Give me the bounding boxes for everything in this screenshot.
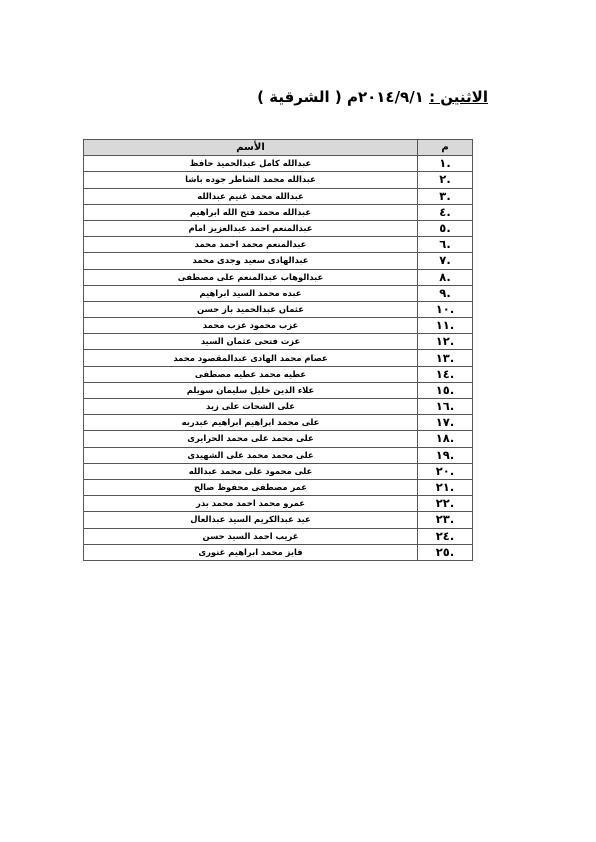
column-header-name: الأسم	[84, 140, 418, 156]
row-number: .٢٥	[418, 544, 473, 560]
table-row	[84, 237, 473, 253]
row-name: عبدالمنعم محمد احمد محمد	[84, 237, 418, 253]
table-row	[84, 220, 473, 236]
row-number: .٢٤	[418, 528, 473, 544]
row-number: .٢٢	[418, 496, 473, 512]
table-row	[84, 382, 473, 398]
row-number: .١٥	[418, 382, 473, 398]
row-name: عبدالله كامل عبدالحميد حافظ	[84, 156, 418, 172]
row-name: عطيه محمد عطيه مصطفى	[84, 366, 418, 382]
table-row	[84, 350, 473, 366]
row-name: غريب احمد السيد حسن	[84, 528, 418, 544]
row-name: على محمود على محمد عبدالله	[84, 463, 418, 479]
row-name: علاء الدين خليل سليمان سويلم	[84, 382, 418, 398]
table-row	[84, 318, 473, 334]
row-number: .١	[418, 156, 473, 172]
row-number: .١٠	[418, 301, 473, 317]
table-row	[84, 544, 473, 560]
table-row	[84, 204, 473, 220]
row-name: عبده محمد السيد ابراهيم	[84, 285, 418, 301]
row-name: على الشحات على زيد	[84, 399, 418, 415]
table-body	[84, 156, 473, 561]
table-row	[84, 479, 473, 495]
table-row	[84, 301, 473, 317]
row-number: .٤	[418, 204, 473, 220]
date-location: ٢٠١٤/٩/١م ( الشرقية )	[257, 88, 424, 106]
row-name: عمرو محمد احمد محمد بدر	[84, 496, 418, 512]
row-name: عيد عبدالكريم السيد عبدالعال	[84, 512, 418, 528]
row-number: .٨	[418, 269, 473, 285]
row-number: .٢١	[418, 479, 473, 495]
row-number: .٣	[418, 188, 473, 204]
row-number: .١٩	[418, 447, 473, 463]
table-row	[84, 172, 473, 188]
row-name: عصام محمد الهادى عبدالمقصود محمد	[84, 350, 418, 366]
row-name: عبدالله محمد فتح الله ابراهيم	[84, 204, 418, 220]
table-row	[84, 512, 473, 528]
row-name: على محمد ابراهيم ابراهيم عبدربه	[84, 415, 418, 431]
table-row	[84, 269, 473, 285]
row-number: .١٣	[418, 350, 473, 366]
table-row	[84, 496, 473, 512]
table-row	[84, 447, 473, 463]
table-row	[84, 285, 473, 301]
row-number: .١٢	[418, 334, 473, 350]
row-number: .٧	[418, 253, 473, 269]
table-row	[84, 366, 473, 382]
row-name: عبدالهادى سعيد وجدى محمد	[84, 253, 418, 269]
row-name: فايز محمد ابراهيم غنورى	[84, 544, 418, 560]
row-number: .١٦	[418, 399, 473, 415]
row-name: على محمد محمد على الشهيدى	[84, 447, 418, 463]
row-number: .١١	[418, 318, 473, 334]
row-number: .٥	[418, 220, 473, 236]
table-row	[84, 334, 473, 350]
row-number: .١٧	[418, 415, 473, 431]
row-name: عبدالله محمد الشاطر جوده باشا	[84, 172, 418, 188]
row-number: .٩	[418, 285, 473, 301]
row-name: عبدالله محمد غنيم عبدالله	[84, 188, 418, 204]
table-row	[84, 415, 473, 431]
row-name: على محمد على محمد الحرايرى	[84, 431, 418, 447]
row-name: عزب محمود عزب محمد	[84, 318, 418, 334]
day-label: الاثنين :	[429, 88, 488, 106]
row-number: .٢٣	[418, 512, 473, 528]
column-header-number: م	[418, 140, 473, 156]
row-name: عزت فتحى عثمان السيد	[84, 334, 418, 350]
table-header-row	[84, 140, 473, 156]
row-number: .٦	[418, 237, 473, 253]
table-row	[84, 188, 473, 204]
row-number: .١٨	[418, 431, 473, 447]
row-name: عثمان عبدالحميد باز حسن	[84, 301, 418, 317]
row-name: عمر مصطفى محفوظ صالح	[84, 479, 418, 495]
page-heading	[257, 88, 488, 106]
table-row	[84, 399, 473, 415]
row-name: عبدالمنعم احمد عبدالعزيز امام	[84, 220, 418, 236]
names-table	[83, 139, 473, 561]
row-number: .٢٠	[418, 463, 473, 479]
row-name: عبدالوهاب عبدالمنعم على مصطفى	[84, 269, 418, 285]
row-number: .١٤	[418, 366, 473, 382]
table-row	[84, 528, 473, 544]
table-row	[84, 431, 473, 447]
row-number: .٢	[418, 172, 473, 188]
table-row	[84, 156, 473, 172]
table-row	[84, 463, 473, 479]
table-row	[84, 253, 473, 269]
